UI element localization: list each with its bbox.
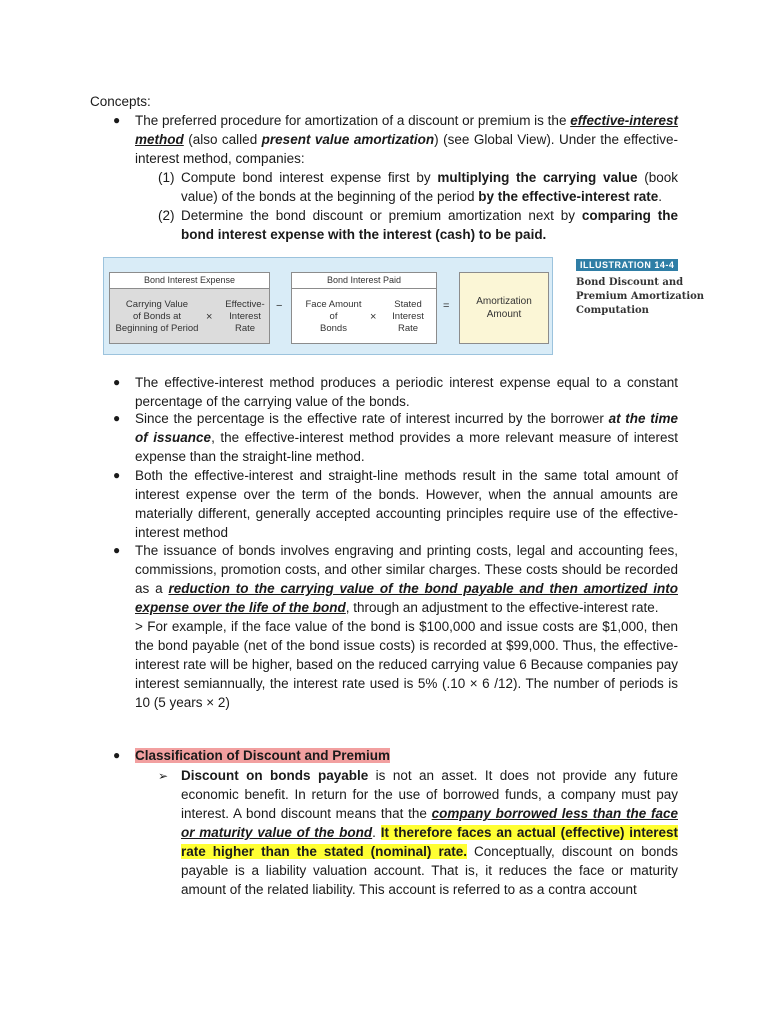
intro-paragraph: The preferred procedure for amortization of a discount or premium is the effective-interest method (also called present value amortization) (see Global View). Under the effective-interest method, companies:	[135, 113, 679, 166]
group-title: Bond Interest Expense	[110, 273, 269, 289]
step-number: (2)	[158, 208, 175, 223]
bullet-marker: ●	[113, 748, 121, 762]
bullet-marker: ●	[113, 543, 121, 557]
bond-interest-expense-box	[109, 272, 270, 344]
times-sign: ×	[206, 311, 213, 323]
illustration-tag: ILLUSTRATION 14-4	[576, 259, 678, 271]
minus-sign: −	[276, 300, 283, 312]
bullet-constant-percentage: The effective-interest method produces a periodic interest expense equal to a constant percentage of the carrying value of the bonds.	[135, 375, 678, 409]
bond-interest-paid-box	[291, 272, 437, 344]
reduction-carrying-value-term: reduction to the carrying value of the bond payable and then amortized into expense over the life of the bond	[135, 581, 678, 615]
bullet-issue-costs: The issuance of bonds involves engraving and printing costs, legal and accounting fees, commissions, promotion costs, and other similar charges. These costs should be recorded as a reduction to the carrying value of the bond payable and then amortized into expense over the life of the bond, through an adjustment to the effective-interest rate. > For example, if the face value of the bond is $100,000 and issue costs are $1,000, then the bond payable (net of the bond issue costs) is recorded at $99,000. Thus, the effective-interest rate will be higher, based on the reduced carrying value 6 Because companies pay interest semiannually, the interest rate used is 5% (.10 × 6 /12). The number of periods is 10 (5 years × 2)	[135, 543, 678, 710]
face-amount-label: Face Amount of Bonds	[305, 299, 362, 334]
discount-paragraph: Discount on bonds payable is not an asset. It does not provide any future economic benefit. In return for the use of borrowed funds, a company must pay interest. A bond discount means that the company borrowed less than the face or maturity value of the bond. It therefore faces an actual (effective) interest rate higher than the stated (nominal) rate. Conceptually, discount on bonds payable is a liability valuation account. That is, it reduces the face or maturity amount of the related liability. This account is referred to as a contra account	[181, 768, 679, 897]
step-2-text: Determine the bond discount or premium amortization next by comparing the bond interest expense with the interest (cash) to be paid.	[181, 208, 678, 242]
company-borrowed-less-term: company borrowed less than the face or maturity value of the bond	[181, 806, 678, 840]
bullet-marker: ●	[113, 113, 121, 127]
section-heading: Concepts:	[90, 94, 151, 109]
illustration-formula	[103, 257, 553, 355]
effective-rate-label: Effective- Interest Rate	[225, 299, 265, 334]
arrow-marker: ➢	[158, 769, 169, 783]
bullet-time-of-issuance: Since the percentage is the effective rate of interest incurred by the borrower at the time of issuance, the effective-interest method provides a more relevant measure of interest expense than the straight-line method.	[135, 411, 678, 464]
bullet-marker: ●	[113, 375, 121, 389]
step-number: (1)	[158, 170, 175, 185]
amortization-amount-box: Amortization Amount	[459, 272, 549, 344]
highlighted-effective-rate-sentence: It therefore faces an actual (effective) interest rate higher than the stated (nominal) rate.	[181, 825, 678, 859]
bullet-marker: ●	[113, 468, 121, 482]
bullet-gaap-requirement: Both the effective-interest and straight-line methods result in the same total amount of interest expense over the term of the bonds. However, when the annual amounts are materially different, generally accepted accounting principles require use of the effective-interest method	[135, 468, 678, 540]
equals-sign: =	[443, 300, 450, 312]
effective-interest-method-term: effective-interest method	[135, 113, 679, 147]
times-sign: ×	[370, 311, 377, 323]
carrying-value-label: Carrying Value of Bonds at Beginning of Period	[115, 299, 199, 334]
present-value-amortization-term: present value amortization	[261, 132, 435, 147]
issue-cost-example: > For example, if the face value of the bond is $100,000 and issue costs are $1,000, then the bond payable (net of the bond issue costs) is recorded at $99,000. Thus, the effective-interest rate will be higher, based on the reduced carrying value 6 Because companies pay interest semiannually, the interest rate used is 5% (.10 × 6 /12). The number of periods is 10 (5 years × 2)	[135, 619, 678, 710]
bullet-marker: ●	[113, 411, 121, 425]
illustration-caption: Bond Discount and Premium Amortization Computation	[576, 277, 705, 316]
classification-heading: Classification of Discount and Premium	[135, 748, 391, 763]
stated-rate-label: Stated Interest Rate	[392, 299, 424, 334]
group-title: Bond Interest Paid	[292, 273, 436, 289]
step-1-text: Compute bond interest expense first by multiplying the carrying value (book value) of the bonds at the beginning of the period by the effective-interest rate.	[181, 170, 678, 204]
